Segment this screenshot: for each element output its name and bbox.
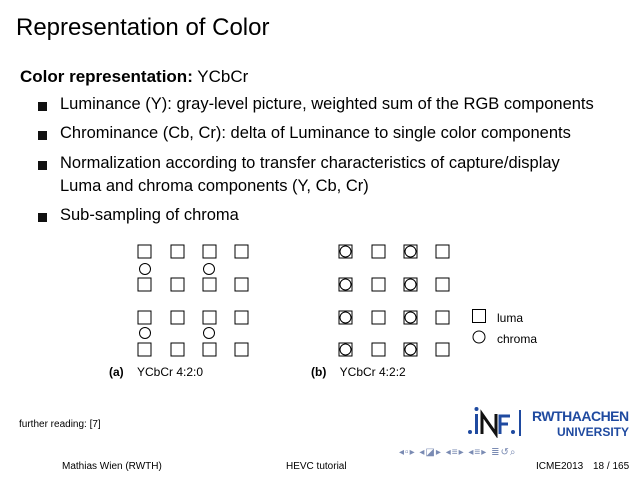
caption-tag: (b) [311, 365, 327, 379]
nav-frame-icon: ▫ [405, 447, 410, 458]
bullet-text: Chrominance (Cb, Cr): delta of Luminance to single color components [60, 124, 571, 142]
nav-prev-slide-icon[interactable]: ◂ [468, 447, 475, 458]
caption-text: YCbCr 4:2:2 [339, 365, 406, 379]
section-label: Color representation: [20, 67, 193, 86]
caption-text: YCbCr 4:2:0 [137, 365, 204, 379]
caption-422 [311, 365, 406, 379]
nav-next-subsection-icon[interactable]: ▸ [435, 447, 442, 458]
navigation-bar [399, 447, 516, 458]
nav-next-slide-icon[interactable]: ▸ [481, 447, 488, 458]
bullet-text: Normalization according to transfer characteristics of capture/display [60, 154, 560, 172]
section-value: YCbCr [197, 67, 249, 86]
footer-event: ICME2013 [536, 461, 584, 472]
nav-document-icon[interactable]: ≣ [491, 447, 501, 458]
bullet-text: Luminance (Y): gray-level picture, weighted sum of the RGB components [60, 95, 594, 113]
nav-slide-icon: ≡ [474, 447, 482, 458]
bullet-square-icon [38, 131, 47, 140]
svg-text:UNIVERSITY: UNIVERSITY [557, 425, 630, 438]
bullet-text: Sub-sampling of chroma [60, 206, 239, 224]
caption-420 [109, 365, 203, 379]
bullet-text: Luma and chroma components (Y, Cb, Cr) [60, 177, 369, 195]
footer-page-number: 18 / 165 [593, 461, 630, 472]
bullet-square-icon [38, 161, 47, 170]
section-heading [20, 67, 248, 87]
nav-prev-subsection-icon[interactable]: ◂ [419, 447, 426, 458]
nav-search-icon[interactable]: ⌕ [509, 447, 517, 458]
caption-tag: (a) [109, 365, 124, 379]
footer-talk: HEVC tutorial [286, 461, 347, 472]
svg-text:RWTHAACHEN: RWTHAACHEN [532, 408, 629, 424]
slide-title: Representation of Color [16, 14, 270, 41]
nav-back-icon[interactable]: ↺ [500, 447, 510, 458]
nav-prev-section-icon[interactable]: ◂ [445, 447, 452, 458]
nav-prev-frame-icon[interactable]: ◂ [399, 447, 406, 458]
nav-next-section-icon[interactable]: ▸ [458, 447, 465, 458]
diagram-420 [135, 243, 255, 361]
bullet-square-icon [38, 102, 47, 111]
rwth-logo [530, 408, 630, 438]
legend-symbols [471, 308, 489, 348]
legend-luma: luma [497, 311, 524, 325]
institute-logo [466, 404, 516, 438]
nav-subsection-icon: ◪ [425, 447, 436, 458]
bullet-square-icon [38, 213, 47, 222]
footer-author: Mathias Wien (RWTH) [62, 461, 162, 472]
diagram-422 [336, 243, 456, 361]
nav-section-icon: ≡ [451, 447, 459, 458]
legend-chroma: chroma [497, 332, 538, 346]
further-reading: further reading: [7] [19, 419, 101, 430]
nav-next-frame-icon[interactable]: ▸ [409, 447, 416, 458]
logo-divider [519, 410, 521, 436]
